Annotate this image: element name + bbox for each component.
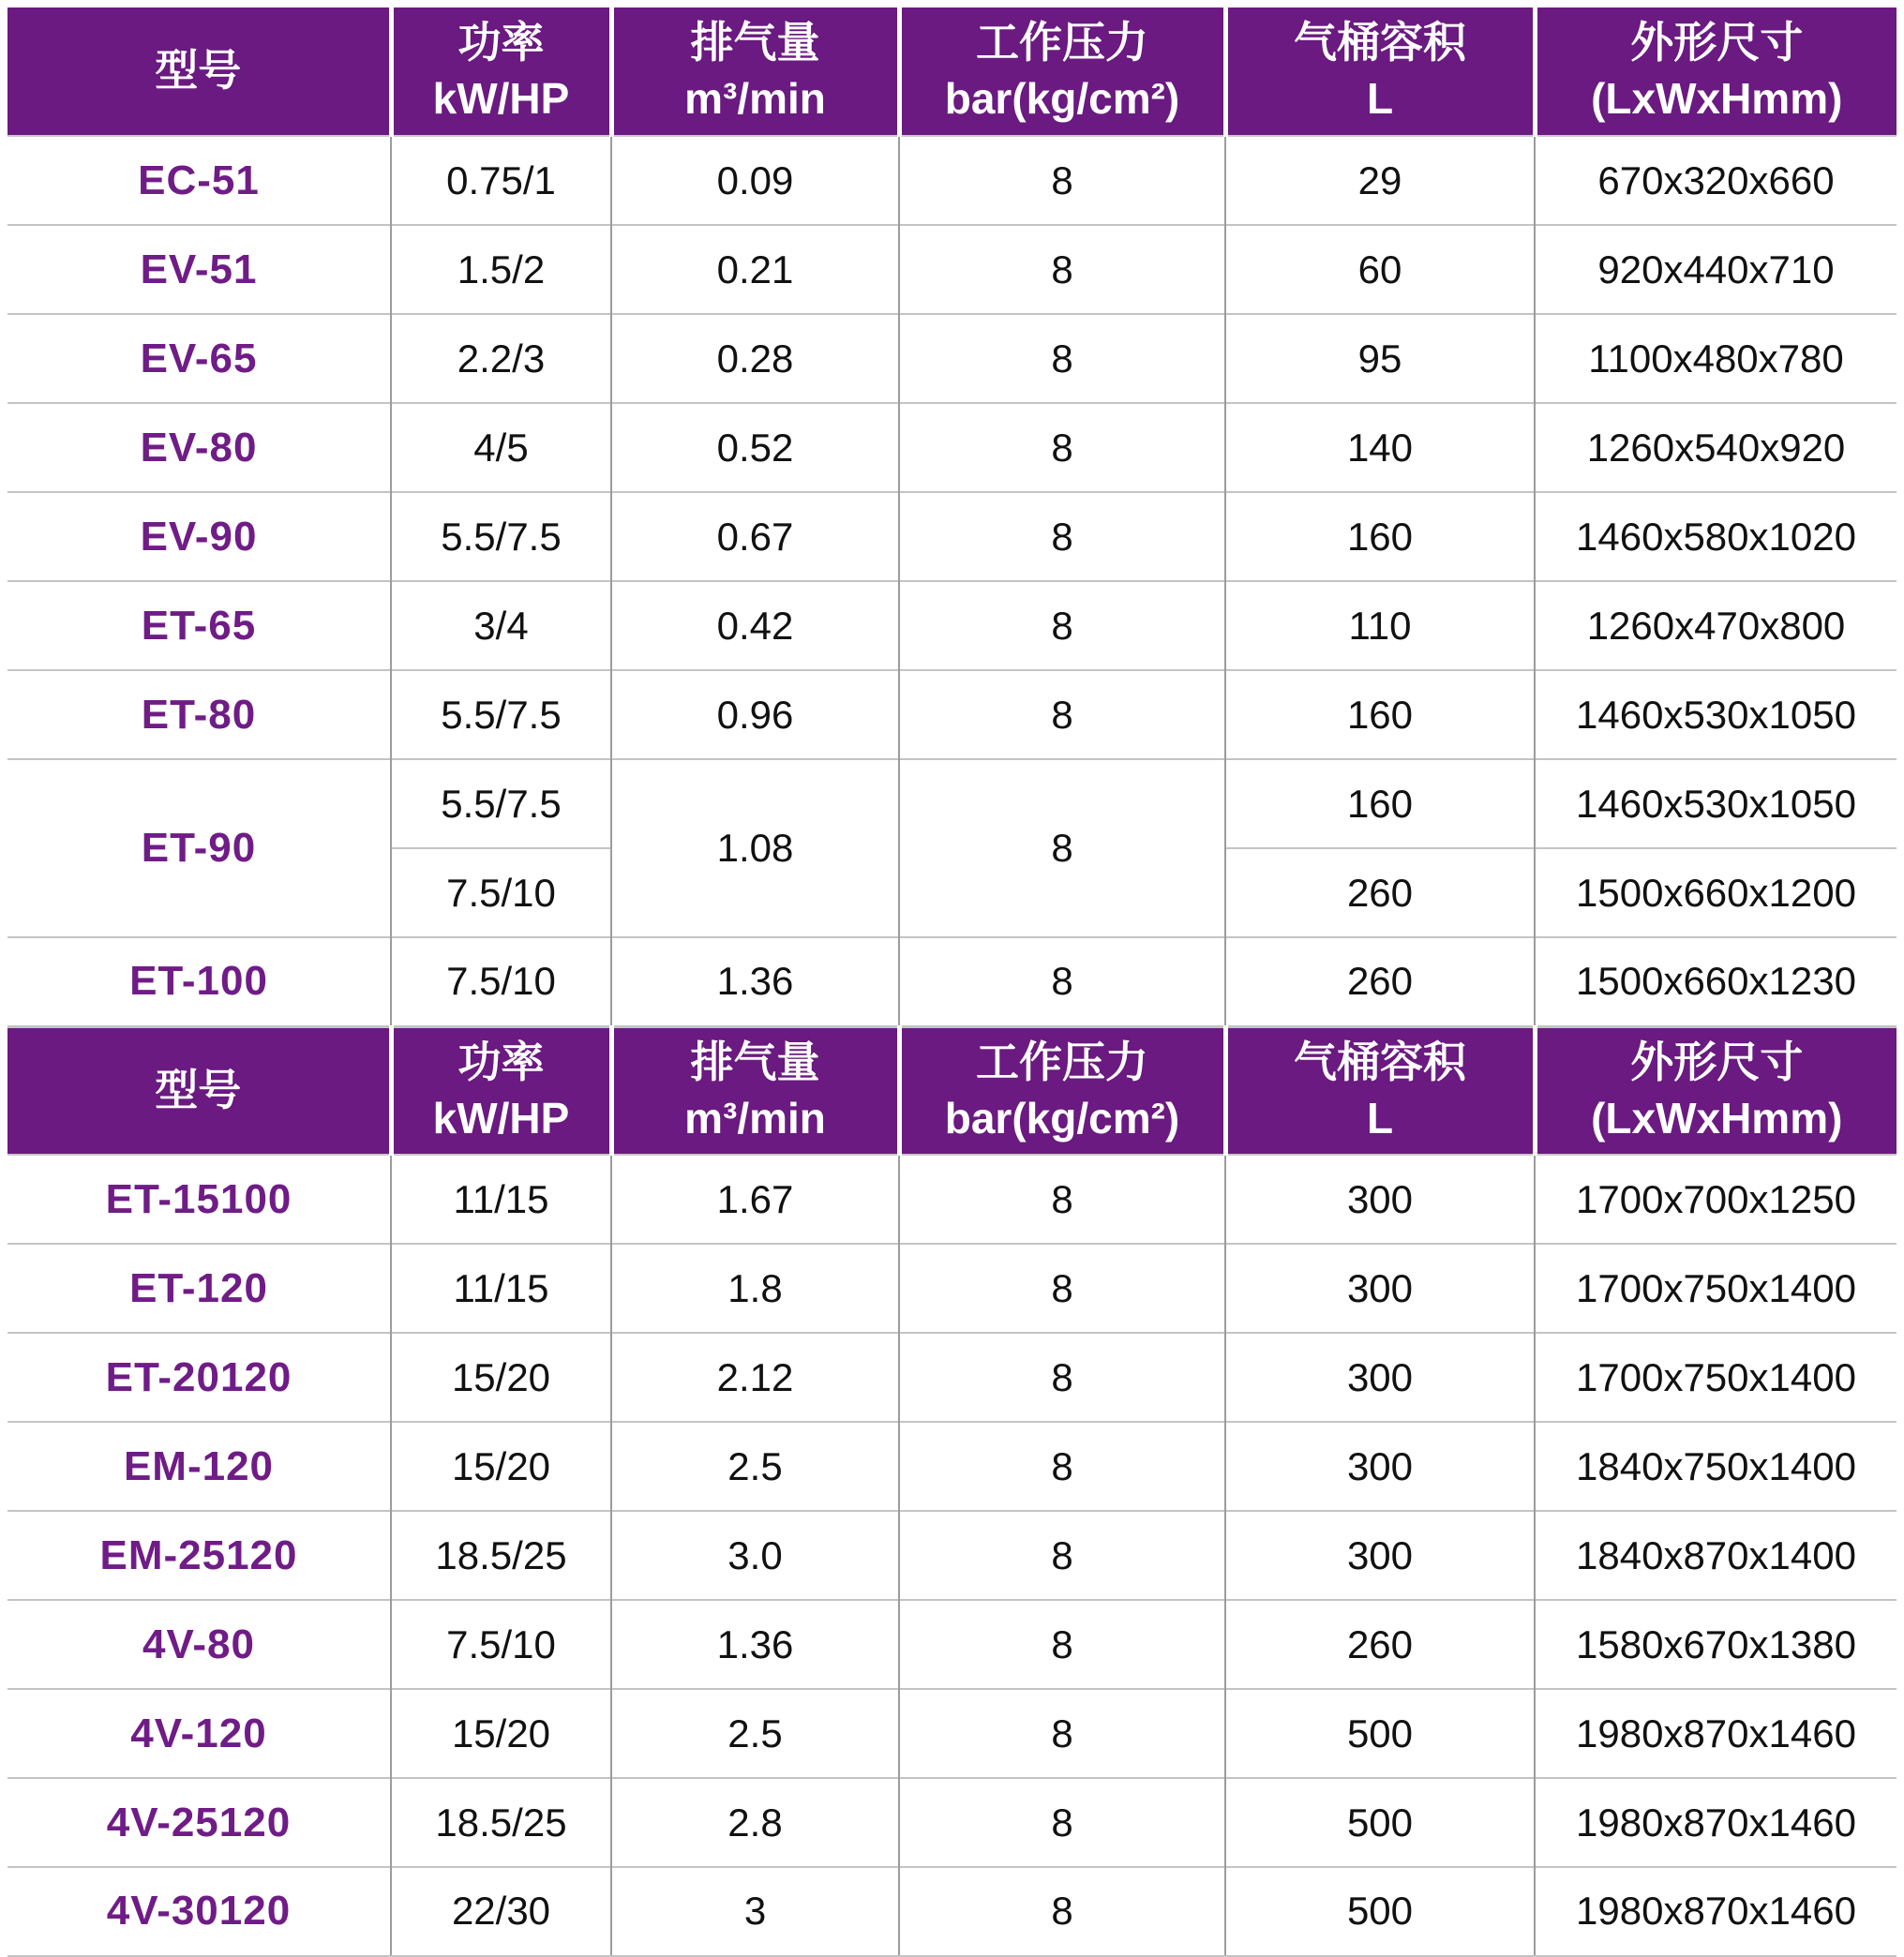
displacement-cell: 3.0 bbox=[611, 1511, 899, 1600]
spec-row bbox=[7, 136, 1897, 225]
displacement-cell: 3 bbox=[611, 1867, 899, 1956]
power-cell: 4/5 bbox=[391, 403, 611, 492]
model-cell: 4V-80 bbox=[7, 1600, 391, 1689]
tank-cell: 160 bbox=[1225, 670, 1535, 759]
spec-row bbox=[7, 225, 1897, 314]
tank-cell: 500 bbox=[1225, 1778, 1535, 1867]
spec-row bbox=[7, 1778, 1897, 1867]
dims-cell: 1260x470x800 bbox=[1535, 581, 1897, 670]
model-cell: ET-100 bbox=[7, 937, 391, 1026]
model-cell: ET-90 bbox=[7, 759, 391, 937]
spec-row bbox=[7, 1244, 1897, 1333]
tank-cell: 60 bbox=[1225, 225, 1535, 314]
displacement-cell: 1.8 bbox=[611, 1244, 899, 1333]
model-cell: 4V-30120 bbox=[7, 1867, 391, 1956]
spec-row bbox=[7, 937, 1897, 1026]
displacement-cell: 0.28 bbox=[611, 314, 899, 403]
spec-row bbox=[7, 1511, 1897, 1600]
power-cell: 18.5/25 bbox=[391, 1511, 611, 1600]
header-dimensions: 外形尺寸 (LxWxHmm) bbox=[1535, 1026, 1897, 1155]
displacement-cell: 0.96 bbox=[611, 670, 899, 759]
power-cell: 5.5/7.5 bbox=[391, 759, 611, 848]
pressure-cell: 8 bbox=[899, 1333, 1225, 1422]
power-cell: 11/15 bbox=[391, 1155, 611, 1244]
model-cell: EM-25120 bbox=[7, 1511, 391, 1600]
power-cell: 11/15 bbox=[391, 1244, 611, 1333]
dims-cell: 1500x660x1200 bbox=[1535, 848, 1897, 937]
tank-cell: 500 bbox=[1225, 1689, 1535, 1778]
header-dimensions: 外形尺寸 (LxWxHmm) bbox=[1535, 7, 1897, 136]
dims-cell: 1700x700x1250 bbox=[1535, 1155, 1897, 1244]
tank-cell: 260 bbox=[1225, 848, 1535, 937]
header-displacement: 排气量 m³/min bbox=[611, 1026, 899, 1155]
spec-row bbox=[7, 403, 1897, 492]
power-cell: 15/20 bbox=[391, 1689, 611, 1778]
spec-table bbox=[7, 7, 1897, 1957]
dims-cell: 1700x750x1400 bbox=[1535, 1333, 1897, 1422]
pressure-cell: 8 bbox=[899, 1867, 1225, 1956]
pressure-cell: 8 bbox=[899, 937, 1225, 1026]
power-cell: 7.5/10 bbox=[391, 1600, 611, 1689]
displacement-cell: 1.36 bbox=[611, 937, 899, 1026]
spec-row bbox=[7, 1155, 1897, 1244]
header-power: 功率 kW/HP bbox=[391, 1026, 611, 1155]
dims-cell: 1500x660x1230 bbox=[1535, 937, 1897, 1026]
dims-cell: 1460x580x1020 bbox=[1535, 492, 1897, 581]
header-pressure: 工作压力 bar(kg/cm²) bbox=[899, 7, 1225, 136]
model-cell: 4V-120 bbox=[7, 1689, 391, 1778]
pressure-cell: 8 bbox=[899, 1422, 1225, 1511]
dims-cell: 920x440x710 bbox=[1535, 225, 1897, 314]
model-cell: EV-90 bbox=[7, 492, 391, 581]
spec-row bbox=[7, 581, 1897, 670]
power-cell: 7.5/10 bbox=[391, 937, 611, 1026]
model-cell: EV-80 bbox=[7, 403, 391, 492]
spec-row bbox=[7, 1422, 1897, 1511]
dims-cell: 1460x530x1050 bbox=[1535, 670, 1897, 759]
header-power: 功率 kW/HP bbox=[391, 7, 611, 136]
displacement-cell: 0.21 bbox=[611, 225, 899, 314]
displacement-cell: 2.5 bbox=[611, 1422, 899, 1511]
pressure-cell: 8 bbox=[899, 1778, 1225, 1867]
model-cell: ET-80 bbox=[7, 670, 391, 759]
pressure-cell: 8 bbox=[899, 1244, 1225, 1333]
tank-cell: 300 bbox=[1225, 1155, 1535, 1244]
model-cell: ET-15100 bbox=[7, 1155, 391, 1244]
displacement-cell: 0.09 bbox=[611, 136, 899, 225]
dims-cell: 1460x530x1050 bbox=[1535, 759, 1897, 848]
header-pressure: 工作压力 bar(kg/cm²) bbox=[899, 1026, 1225, 1155]
spec-row bbox=[7, 314, 1897, 403]
tank-cell: 260 bbox=[1225, 937, 1535, 1026]
model-cell: ET-65 bbox=[7, 581, 391, 670]
pressure-cell: 8 bbox=[899, 1511, 1225, 1600]
pressure-cell: 8 bbox=[899, 1600, 1225, 1689]
header-tank: 气桶容积 L bbox=[1225, 7, 1535, 136]
power-cell: 15/20 bbox=[391, 1333, 611, 1422]
power-cell: 5.5/7.5 bbox=[391, 492, 611, 581]
model-cell: EV-51 bbox=[7, 225, 391, 314]
pressure-cell: 8 bbox=[899, 492, 1225, 581]
dims-cell: 670x320x660 bbox=[1535, 136, 1897, 225]
tank-cell: 300 bbox=[1225, 1511, 1535, 1600]
spec-row bbox=[7, 1867, 1897, 1956]
model-cell: ET-20120 bbox=[7, 1333, 391, 1422]
spec-row bbox=[7, 1333, 1897, 1422]
spec-row bbox=[7, 492, 1897, 581]
power-cell: 15/20 bbox=[391, 1422, 611, 1511]
dims-cell: 1100x480x780 bbox=[1535, 314, 1897, 403]
header-tank: 气桶容积 L bbox=[1225, 1026, 1535, 1155]
tank-cell: 500 bbox=[1225, 1867, 1535, 1956]
tank-cell: 300 bbox=[1225, 1422, 1535, 1511]
header-row-2 bbox=[7, 1026, 1897, 1155]
tank-cell: 160 bbox=[1225, 759, 1535, 848]
dims-cell: 1700x750x1400 bbox=[1535, 1244, 1897, 1333]
power-cell: 0.75/1 bbox=[391, 136, 611, 225]
header-model: 型号 bbox=[7, 1026, 391, 1155]
dims-cell: 1580x670x1380 bbox=[1535, 1600, 1897, 1689]
displacement-cell: 0.52 bbox=[611, 403, 899, 492]
model-cell: EV-65 bbox=[7, 314, 391, 403]
model-cell: 4V-25120 bbox=[7, 1778, 391, 1867]
spec-row bbox=[7, 670, 1897, 759]
spec-row-et90-sub1 bbox=[7, 759, 1897, 848]
tank-cell: 29 bbox=[1225, 136, 1535, 225]
model-cell: ET-120 bbox=[7, 1244, 391, 1333]
displacement-cell: 0.42 bbox=[611, 581, 899, 670]
displacement-cell: 2.12 bbox=[611, 1333, 899, 1422]
pressure-cell: 8 bbox=[899, 759, 1225, 937]
spec-row bbox=[7, 1600, 1897, 1689]
dims-cell: 1840x870x1400 bbox=[1535, 1511, 1897, 1600]
tank-cell: 110 bbox=[1225, 581, 1535, 670]
model-cell: EC-51 bbox=[7, 136, 391, 225]
tank-cell: 95 bbox=[1225, 314, 1535, 403]
pressure-cell: 8 bbox=[899, 1155, 1225, 1244]
power-cell: 7.5/10 bbox=[391, 848, 611, 937]
power-cell: 1.5/2 bbox=[391, 225, 611, 314]
power-cell: 3/4 bbox=[391, 581, 611, 670]
power-cell: 5.5/7.5 bbox=[391, 670, 611, 759]
pressure-cell: 8 bbox=[899, 403, 1225, 492]
displacement-cell: 0.67 bbox=[611, 492, 899, 581]
dims-cell: 1260x540x920 bbox=[1535, 403, 1897, 492]
tank-cell: 140 bbox=[1225, 403, 1535, 492]
displacement-cell: 1.36 bbox=[611, 1600, 899, 1689]
header-displacement: 排气量 m³/min bbox=[611, 7, 899, 136]
power-cell: 2.2/3 bbox=[391, 314, 611, 403]
dims-cell: 1980x870x1460 bbox=[1535, 1867, 1897, 1956]
tank-cell: 300 bbox=[1225, 1333, 1535, 1422]
dims-cell: 1980x870x1460 bbox=[1535, 1778, 1897, 1867]
pressure-cell: 8 bbox=[899, 1689, 1225, 1778]
displacement-cell: 1.67 bbox=[611, 1155, 899, 1244]
header-row-1 bbox=[7, 7, 1897, 136]
displacement-cell: 1.08 bbox=[611, 759, 899, 937]
pressure-cell: 8 bbox=[899, 225, 1225, 314]
model-cell: EM-120 bbox=[7, 1422, 391, 1511]
dims-cell: 1980x870x1460 bbox=[1535, 1689, 1897, 1778]
tank-cell: 160 bbox=[1225, 492, 1535, 581]
power-cell: 18.5/25 bbox=[391, 1778, 611, 1867]
displacement-cell: 2.8 bbox=[611, 1778, 899, 1867]
dims-cell: 1840x750x1400 bbox=[1535, 1422, 1897, 1511]
pressure-cell: 8 bbox=[899, 670, 1225, 759]
spec-row bbox=[7, 1689, 1897, 1778]
header-model: 型号 bbox=[7, 7, 391, 136]
pressure-cell: 8 bbox=[899, 314, 1225, 403]
tank-cell: 260 bbox=[1225, 1600, 1535, 1689]
displacement-cell: 2.5 bbox=[611, 1689, 899, 1778]
pressure-cell: 8 bbox=[899, 581, 1225, 670]
tank-cell: 300 bbox=[1225, 1244, 1535, 1333]
pressure-cell: 8 bbox=[899, 136, 1225, 225]
power-cell: 22/30 bbox=[391, 1867, 611, 1956]
